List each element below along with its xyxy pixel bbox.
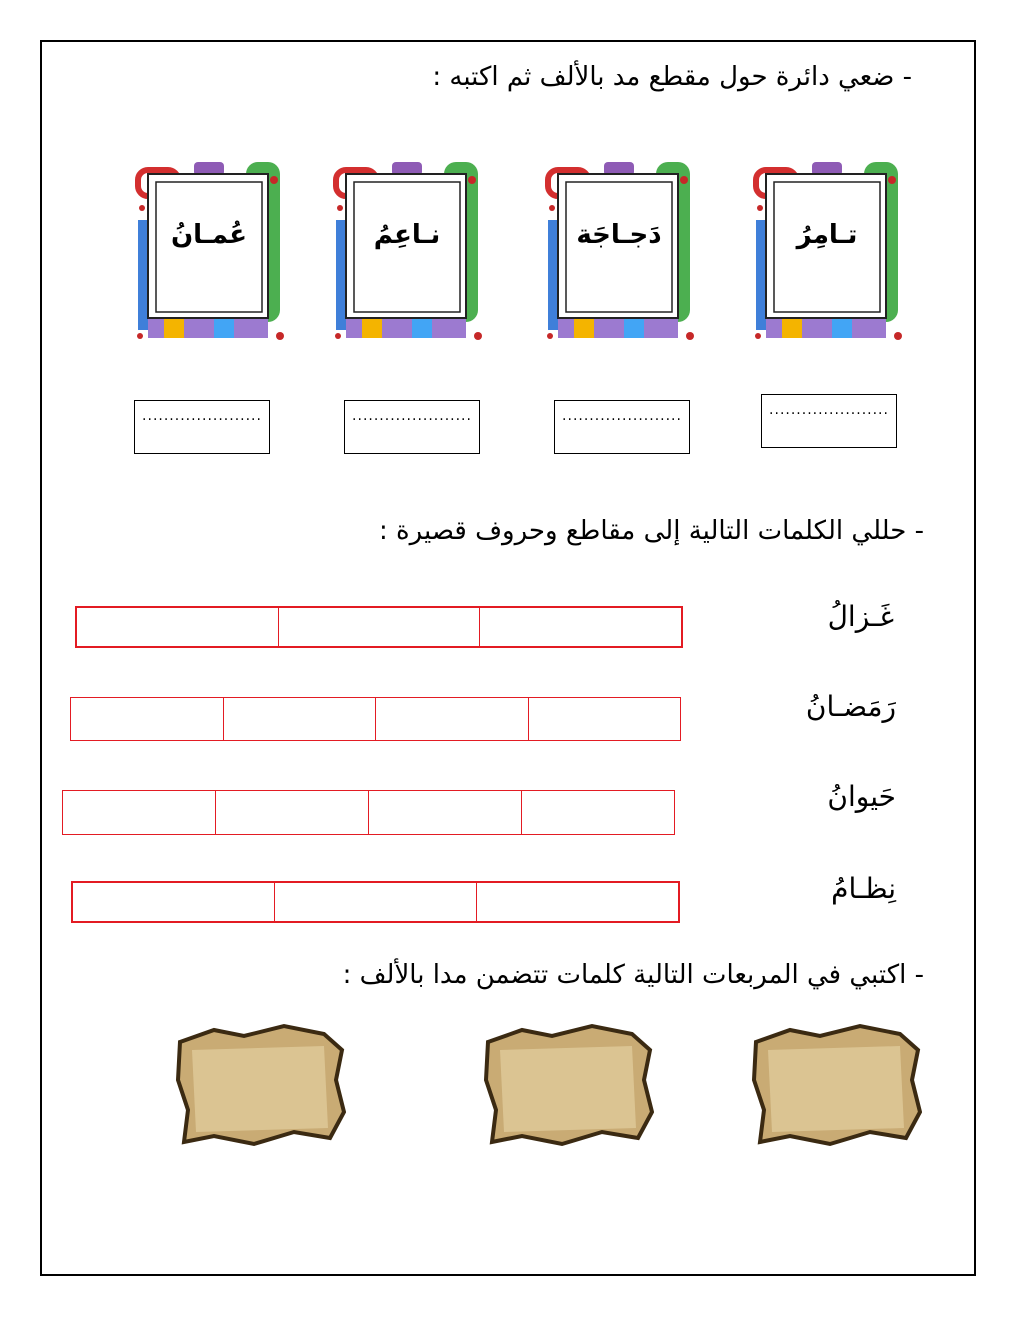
segment-cell[interactable] — [71, 698, 223, 740]
segment-cell[interactable] — [528, 698, 681, 740]
answer-box-3[interactable]: ...................... — [344, 400, 480, 454]
word-frame-2 — [544, 160, 694, 342]
instruction-analyze: - حللي الكلمات التالية إلى مقاطع وحروف قصيرة : — [379, 516, 924, 546]
instruction-circle: - ضعي دائرة حول مقطع مد بالألف ثم اكتبه : — [432, 62, 912, 92]
instruction-write: - اكتبي في المربعات التالية كلمات تتضمن مدا بالألف : — [342, 960, 924, 990]
parchment-box-3[interactable] — [174, 1020, 346, 1150]
frame-word: نـاعِمُ — [373, 220, 441, 250]
word-frame-3 — [332, 160, 482, 342]
stationery-frame-icon — [752, 160, 902, 342]
word-frame-1 — [752, 160, 902, 342]
stationery-frame-icon — [134, 160, 284, 342]
segment-cell[interactable] — [521, 791, 674, 834]
parchment-icon — [750, 1020, 922, 1150]
word-frame-4 — [134, 160, 284, 342]
stationery-frame-icon — [544, 160, 694, 342]
answer-box-1[interactable]: ...................... — [761, 394, 897, 448]
segment-row-2 — [70, 697, 681, 741]
analysis-word-1: غَـزالُ — [827, 600, 894, 633]
segment-row-1 — [75, 606, 683, 648]
answer-box-4[interactable]: ...................... — [134, 400, 270, 454]
stationery-frame-icon — [332, 160, 482, 342]
segment-cell[interactable] — [476, 883, 678, 921]
segment-cell[interactable] — [215, 791, 368, 834]
parchment-icon — [482, 1020, 654, 1150]
segment-cell[interactable] — [223, 698, 376, 740]
parchment-box-1[interactable] — [750, 1020, 922, 1150]
analysis-word-2: رَمَضـانُ — [805, 690, 896, 723]
segment-cell[interactable] — [278, 608, 480, 646]
answer-box-2[interactable]: ...................... — [554, 400, 690, 454]
parchment-icon — [174, 1020, 346, 1150]
segment-cell[interactable] — [63, 791, 215, 834]
parchment-box-2[interactable] — [482, 1020, 654, 1150]
analysis-word-3: حَيوانُ — [827, 780, 896, 813]
segment-cell[interactable] — [274, 883, 476, 921]
frame-word: تـامِرُ — [796, 220, 858, 250]
segment-cell[interactable] — [375, 698, 528, 740]
segment-row-3 — [62, 790, 675, 835]
frame-word: عُمـانُ — [170, 220, 248, 250]
segment-cell[interactable] — [479, 608, 681, 646]
segment-cell[interactable] — [77, 608, 278, 646]
segment-cell[interactable] — [73, 883, 274, 921]
analysis-word-4: نِظـامُ — [831, 872, 896, 905]
segment-row-4 — [71, 881, 680, 923]
frame-word: دَجـاجَة — [576, 220, 662, 250]
segment-cell[interactable] — [368, 791, 521, 834]
